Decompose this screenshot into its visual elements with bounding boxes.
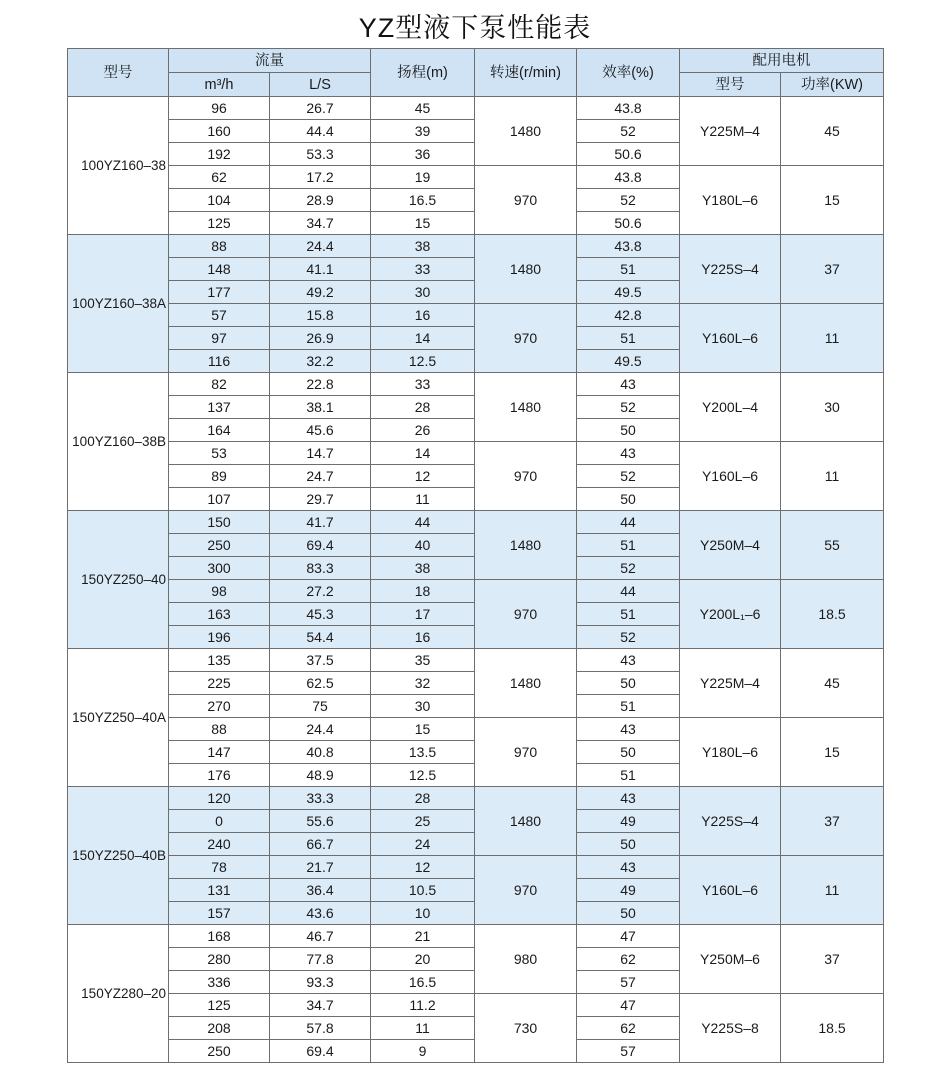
efficiency-cell: 50.6	[577, 212, 680, 235]
head-cell: 11	[371, 488, 475, 511]
flow-ls-cell: 22.8	[270, 373, 371, 396]
flow-m3h-cell: 135	[169, 649, 270, 672]
head-cell: 36	[371, 143, 475, 166]
motor-model-cell: Y200L₁–6	[680, 580, 781, 649]
flow-m3h-cell: 250	[169, 534, 270, 557]
efficiency-cell: 52	[577, 120, 680, 143]
efficiency-cell: 47	[577, 925, 680, 948]
flow-ls-cell: 24.4	[270, 718, 371, 741]
head-cell: 33	[371, 258, 475, 281]
efficiency-cell: 57	[577, 1040, 680, 1063]
header-motor-model: 型号	[680, 73, 781, 97]
head-cell: 14	[371, 327, 475, 350]
motor-power-cell: 55	[781, 511, 884, 580]
head-cell: 21	[371, 925, 475, 948]
head-cell: 45	[371, 97, 475, 120]
head-cell: 10	[371, 902, 475, 925]
motor-power-cell: 15	[781, 166, 884, 235]
efficiency-cell: 43	[577, 787, 680, 810]
head-cell: 28	[371, 396, 475, 419]
header-efficiency: 效率(%)	[577, 49, 680, 97]
flow-ls-cell: 44.4	[270, 120, 371, 143]
flow-ls-cell: 83.3	[270, 557, 371, 580]
flow-ls-cell: 21.7	[270, 856, 371, 879]
flow-m3h-cell: 160	[169, 120, 270, 143]
flow-m3h-cell: 250	[169, 1040, 270, 1063]
head-cell: 35	[371, 649, 475, 672]
head-cell: 16	[371, 626, 475, 649]
head-cell: 9	[371, 1040, 475, 1063]
flow-m3h-cell: 164	[169, 419, 270, 442]
flow-ls-cell: 41.1	[270, 258, 371, 281]
motor-model-cell: Y250M–4	[680, 511, 781, 580]
efficiency-cell: 51	[577, 764, 680, 787]
head-cell: 16.5	[371, 189, 475, 212]
efficiency-cell: 51	[577, 258, 680, 281]
efficiency-cell: 50	[577, 741, 680, 764]
motor-power-cell: 11	[781, 442, 884, 511]
flow-m3h-cell: 78	[169, 856, 270, 879]
flow-ls-cell: 46.7	[270, 925, 371, 948]
table-row	[68, 649, 884, 672]
flow-ls-cell: 33.3	[270, 787, 371, 810]
table-row	[68, 235, 884, 258]
efficiency-cell: 52	[577, 396, 680, 419]
speed-cell: 1480	[475, 235, 577, 304]
efficiency-cell: 49.5	[577, 281, 680, 304]
efficiency-cell: 50	[577, 672, 680, 695]
head-cell: 19	[371, 166, 475, 189]
header-motor-power: 功率(KW)	[781, 73, 884, 97]
flow-m3h-cell: 120	[169, 787, 270, 810]
speed-cell: 1480	[475, 511, 577, 580]
motor-model-cell: Y180L–6	[680, 718, 781, 787]
head-cell: 12	[371, 856, 475, 879]
flow-ls-cell: 29.7	[270, 488, 371, 511]
motor-model-cell: Y250M–6	[680, 925, 781, 994]
flow-ls-cell: 24.7	[270, 465, 371, 488]
motor-power-cell: 11	[781, 856, 884, 925]
flow-m3h-cell: 225	[169, 672, 270, 695]
efficiency-cell: 51	[577, 603, 680, 626]
motor-power-cell: 37	[781, 787, 884, 856]
efficiency-cell: 43	[577, 649, 680, 672]
head-cell: 39	[371, 120, 475, 143]
head-cell: 10.5	[371, 879, 475, 902]
speed-cell: 1480	[475, 649, 577, 718]
efficiency-cell: 43	[577, 373, 680, 396]
flow-ls-cell: 69.4	[270, 1040, 371, 1063]
table-row	[68, 925, 884, 948]
flow-ls-cell: 69.4	[270, 534, 371, 557]
flow-ls-cell: 26.7	[270, 97, 371, 120]
motor-model-cell: Y160L–6	[680, 442, 781, 511]
flow-ls-cell: 45.6	[270, 419, 371, 442]
flow-m3h-cell: 157	[169, 902, 270, 925]
head-cell: 28	[371, 787, 475, 810]
motor-model-cell: Y225S–4	[680, 235, 781, 304]
flow-m3h-cell: 240	[169, 833, 270, 856]
flow-ls-cell: 15.8	[270, 304, 371, 327]
flow-m3h-cell: 107	[169, 488, 270, 511]
flow-ls-cell: 32.2	[270, 350, 371, 373]
header-speed: 转速(r/min)	[475, 49, 577, 97]
flow-m3h-cell: 104	[169, 189, 270, 212]
efficiency-cell: 52	[577, 189, 680, 212]
efficiency-cell: 43.8	[577, 235, 680, 258]
head-cell: 14	[371, 442, 475, 465]
flow-ls-cell: 66.7	[270, 833, 371, 856]
flow-ls-cell: 57.8	[270, 1017, 371, 1040]
motor-power-cell: 18.5	[781, 580, 884, 649]
flow-ls-cell: 77.8	[270, 948, 371, 971]
efficiency-cell: 51	[577, 534, 680, 557]
table-row	[68, 787, 884, 810]
head-cell: 15	[371, 212, 475, 235]
flow-m3h-cell: 125	[169, 994, 270, 1017]
table-body	[68, 97, 884, 1063]
efficiency-cell: 52	[577, 626, 680, 649]
head-cell: 40	[371, 534, 475, 557]
flow-m3h-cell: 196	[169, 626, 270, 649]
flow-m3h-cell: 137	[169, 396, 270, 419]
flow-m3h-cell: 116	[169, 350, 270, 373]
header-model: 型号	[68, 49, 169, 97]
head-cell: 30	[371, 695, 475, 718]
table-row	[68, 856, 884, 879]
efficiency-cell: 43.8	[577, 97, 680, 120]
speed-cell: 970	[475, 166, 577, 235]
efficiency-cell: 43	[577, 856, 680, 879]
motor-power-cell: 45	[781, 97, 884, 166]
flow-m3h-cell: 150	[169, 511, 270, 534]
flow-ls-cell: 75	[270, 695, 371, 718]
flow-m3h-cell: 96	[169, 97, 270, 120]
flow-m3h-cell: 62	[169, 166, 270, 189]
model-name: 150YZ280–20	[68, 925, 169, 1063]
efficiency-cell: 49.5	[577, 350, 680, 373]
efficiency-cell: 50	[577, 488, 680, 511]
head-cell: 18	[371, 580, 475, 603]
efficiency-cell: 50.6	[577, 143, 680, 166]
efficiency-cell: 49	[577, 879, 680, 902]
flow-ls-cell: 53.3	[270, 143, 371, 166]
model-name: 100YZ160–38B	[68, 373, 169, 511]
head-cell: 11	[371, 1017, 475, 1040]
efficiency-cell: 62	[577, 1017, 680, 1040]
flow-m3h-cell: 148	[169, 258, 270, 281]
flow-m3h-cell: 336	[169, 971, 270, 994]
head-cell: 38	[371, 235, 475, 258]
flow-m3h-cell: 88	[169, 718, 270, 741]
head-cell: 13.5	[371, 741, 475, 764]
table-row	[68, 580, 884, 603]
speed-cell: 1480	[475, 97, 577, 166]
efficiency-cell: 47	[577, 994, 680, 1017]
flow-m3h-cell: 82	[169, 373, 270, 396]
header-motor: 配用电机	[680, 49, 884, 73]
speed-cell: 970	[475, 856, 577, 925]
flow-m3h-cell: 280	[169, 948, 270, 971]
speed-cell: 1480	[475, 373, 577, 442]
efficiency-cell: 51	[577, 695, 680, 718]
flow-m3h-cell: 125	[169, 212, 270, 235]
flow-ls-cell: 27.2	[270, 580, 371, 603]
efficiency-cell: 62	[577, 948, 680, 971]
motor-model-cell: Y225M–4	[680, 649, 781, 718]
model-name: 150YZ250–40	[68, 511, 169, 649]
motor-model-cell: Y225S–4	[680, 787, 781, 856]
flow-ls-cell: 24.4	[270, 235, 371, 258]
efficiency-cell: 51	[577, 327, 680, 350]
motor-power-cell: 11	[781, 304, 884, 373]
flow-ls-cell: 48.9	[270, 764, 371, 787]
model-name: 150YZ250–40A	[68, 649, 169, 787]
head-cell: 24	[371, 833, 475, 856]
flow-ls-cell: 34.7	[270, 212, 371, 235]
head-cell: 30	[371, 281, 475, 304]
motor-power-cell: 45	[781, 649, 884, 718]
efficiency-cell: 42.8	[577, 304, 680, 327]
efficiency-cell: 49	[577, 810, 680, 833]
flow-m3h-cell: 147	[169, 741, 270, 764]
motor-model-cell: Y180L–6	[680, 166, 781, 235]
motor-power-cell: 37	[781, 925, 884, 994]
flow-m3h-cell: 97	[169, 327, 270, 350]
speed-cell: 730	[475, 994, 577, 1063]
model-name: 100YZ160–38A	[68, 235, 169, 373]
head-cell: 32	[371, 672, 475, 695]
flow-m3h-cell: 53	[169, 442, 270, 465]
flow-ls-cell: 43.6	[270, 902, 371, 925]
efficiency-cell: 57	[577, 971, 680, 994]
speed-cell: 970	[475, 718, 577, 787]
motor-power-cell: 18.5	[781, 994, 884, 1063]
model-name: 150YZ250–40B	[68, 787, 169, 925]
header-flow: 流量	[169, 49, 371, 73]
flow-ls-cell: 40.8	[270, 741, 371, 764]
speed-cell: 980	[475, 925, 577, 994]
head-cell: 26	[371, 419, 475, 442]
motor-model-cell: Y160L–6	[680, 304, 781, 373]
efficiency-cell: 50	[577, 902, 680, 925]
speed-cell: 1480	[475, 787, 577, 856]
head-cell: 11.2	[371, 994, 475, 1017]
flow-ls-cell: 54.4	[270, 626, 371, 649]
table-row	[68, 718, 884, 741]
header-flow-m3h: m³/h	[169, 73, 270, 97]
flow-ls-cell: 62.5	[270, 672, 371, 695]
flow-ls-cell: 34.7	[270, 994, 371, 1017]
efficiency-cell: 52	[577, 465, 680, 488]
flow-ls-cell: 38.1	[270, 396, 371, 419]
head-cell: 12.5	[371, 350, 475, 373]
table-row	[68, 97, 884, 120]
efficiency-cell: 44	[577, 511, 680, 534]
head-cell: 38	[371, 557, 475, 580]
head-cell: 17	[371, 603, 475, 626]
flow-ls-cell: 28.9	[270, 189, 371, 212]
table-row	[68, 994, 884, 1017]
model-name: 100YZ160–38	[68, 97, 169, 235]
flow-m3h-cell: 98	[169, 580, 270, 603]
head-cell: 44	[371, 511, 475, 534]
head-cell: 33	[371, 373, 475, 396]
head-cell: 15	[371, 718, 475, 741]
motor-model-cell: Y225M–4	[680, 97, 781, 166]
head-cell: 20	[371, 948, 475, 971]
efficiency-cell: 52	[577, 557, 680, 580]
flow-m3h-cell: 270	[169, 695, 270, 718]
flow-ls-cell: 37.5	[270, 649, 371, 672]
flow-ls-cell: 55.6	[270, 810, 371, 833]
flow-ls-cell: 41.7	[270, 511, 371, 534]
efficiency-cell: 43.8	[577, 166, 680, 189]
flow-m3h-cell: 176	[169, 764, 270, 787]
flow-m3h-cell: 89	[169, 465, 270, 488]
flow-ls-cell: 17.2	[270, 166, 371, 189]
speed-cell: 970	[475, 442, 577, 511]
flow-m3h-cell: 131	[169, 879, 270, 902]
efficiency-cell: 50	[577, 833, 680, 856]
table-row	[68, 442, 884, 465]
motor-power-cell: 30	[781, 373, 884, 442]
efficiency-cell: 43	[577, 718, 680, 741]
flow-m3h-cell: 57	[169, 304, 270, 327]
head-cell: 12.5	[371, 764, 475, 787]
page-title: YZ型液下泵性能表	[358, 13, 592, 43]
table-row	[68, 511, 884, 534]
head-cell: 25	[371, 810, 475, 833]
table-row	[68, 304, 884, 327]
speed-cell: 970	[475, 304, 577, 373]
flow-m3h-cell: 168	[169, 925, 270, 948]
flow-m3h-cell: 88	[169, 235, 270, 258]
flow-ls-cell: 26.9	[270, 327, 371, 350]
flow-m3h-cell: 163	[169, 603, 270, 626]
head-cell: 16	[371, 304, 475, 327]
table-row	[68, 373, 884, 396]
table-row	[68, 166, 884, 189]
head-cell: 12	[371, 465, 475, 488]
flow-ls-cell: 93.3	[270, 971, 371, 994]
efficiency-cell: 43	[577, 442, 680, 465]
flow-m3h-cell: 300	[169, 557, 270, 580]
header-head: 扬程(m)	[371, 49, 475, 97]
efficiency-cell: 44	[577, 580, 680, 603]
flow-ls-cell: 49.2	[270, 281, 371, 304]
flow-m3h-cell: 177	[169, 281, 270, 304]
motor-model-cell: Y225S–8	[680, 994, 781, 1063]
speed-cell: 970	[475, 580, 577, 649]
motor-model-cell: Y200L–4	[680, 373, 781, 442]
motor-power-cell: 15	[781, 718, 884, 787]
head-cell: 16.5	[371, 971, 475, 994]
flow-m3h-cell: 0	[169, 810, 270, 833]
efficiency-cell: 50	[577, 419, 680, 442]
flow-ls-cell: 36.4	[270, 879, 371, 902]
pump-performance-table	[67, 48, 884, 1063]
motor-power-cell: 37	[781, 235, 884, 304]
flow-m3h-cell: 208	[169, 1017, 270, 1040]
motor-model-cell: Y160L–6	[680, 856, 781, 925]
flow-ls-cell: 45.3	[270, 603, 371, 626]
header-flow-ls: L/S	[270, 73, 371, 97]
flow-ls-cell: 14.7	[270, 442, 371, 465]
flow-m3h-cell: 192	[169, 143, 270, 166]
